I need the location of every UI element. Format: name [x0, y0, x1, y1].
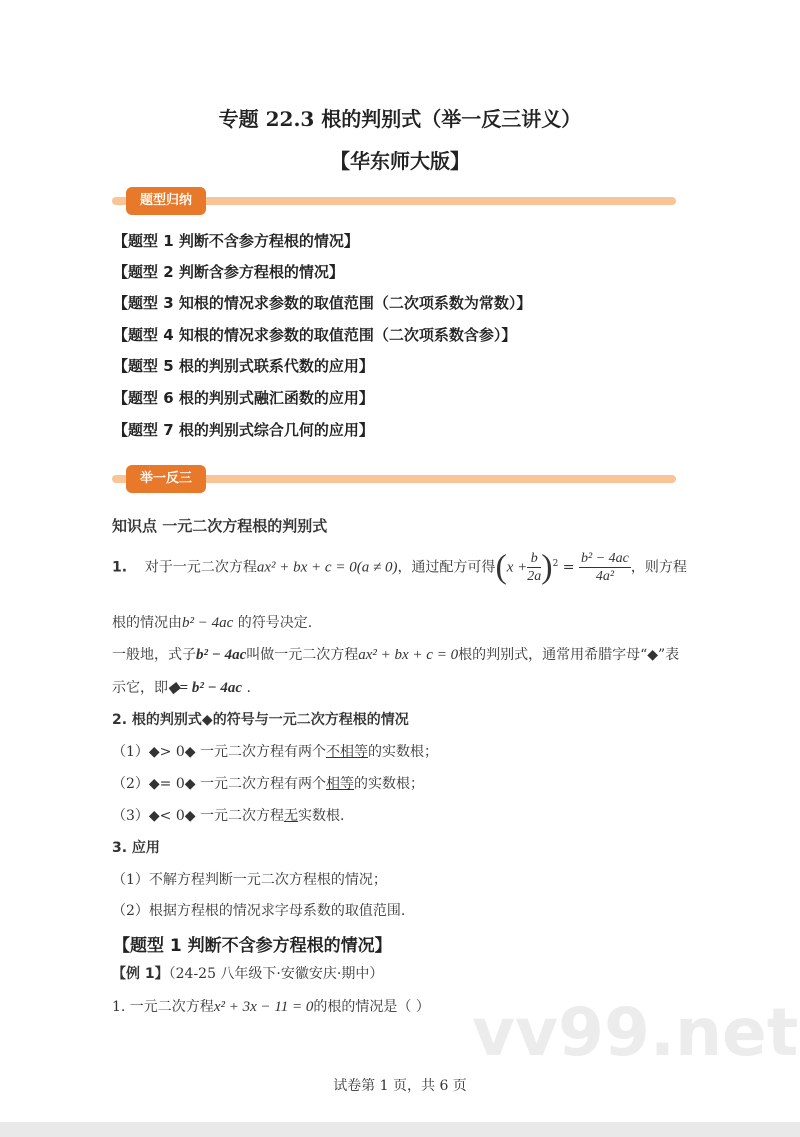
example-label: 【例 1】（24-25 八年级下·安徽安庆·期中） — [112, 966, 384, 982]
type1-heading: 【题型 1 判断不含参方程根的情况】 — [113, 936, 392, 956]
watermark: vv99.net — [472, 994, 799, 1071]
list-item: （3）◆< 0◆ 一元二次方程无实数根. — [112, 808, 345, 824]
fraction: $\frac{b}{2a}$ — [527, 551, 542, 584]
toc-item: 【题型 6 根的判别式融汇函数的应用】 — [113, 389, 374, 407]
document-subtitle: 【华东师大版】 — [330, 149, 470, 173]
list-item: （1）不解方程判断一元二次方程根的情况； — [112, 872, 387, 888]
page-gap — [0, 1122, 800, 1137]
list-item: （1）◆> 0◆ 一元二次方程有两个不相等的实数根； — [112, 744, 438, 760]
section-badge-examples: 举一反三 — [126, 465, 206, 493]
subsection-3-heading: 3. 应用 — [112, 840, 160, 856]
knowledge-para-2b: 示它，即◆= b² − 4ac . — [112, 680, 251, 696]
list-item: （2）根据方程根的情况求字母系数的取值范围. — [112, 903, 406, 919]
subsection-2-heading: 2. 根的判别式◆的符号与一元二次方程根的情况 — [112, 712, 409, 728]
knowledge-para-2: 一般地，式子b² − 4ac叫做一元二次方程ax² + bx + c = 0根的判别式，通常用希腊字母“◆”表 — [112, 647, 680, 663]
fraction: $\frac{\text{b² − 4ac}}{\text{4a²}}$ — [581, 551, 629, 584]
knowledge-para-1b: 根的情况由b² − 4ac 的符号决定. — [112, 615, 313, 631]
toc-item: 【题型 3 知根的情况求参数的取值范围（二次项系数为常数）】 — [113, 294, 532, 312]
list-item: （2）◆= 0◆ 一元二次方程有两个相等的实数根； — [112, 776, 424, 792]
document-title: 专题 22.3 根的判别式（举一反三讲义） — [218, 107, 582, 131]
knowledge-para-1: 1. 对于一元二次方程ax² + bx + c = 0(a ≠ 0)，通过配方可得(x + $\frac{b}{2a}$ )$^2$ = $\frac{\text{b² − 4ac}}{\text{4a²}}$ ，则方程 — [112, 548, 687, 586]
question-1: 1. 一元二次方程x² + 3x − 11 = 0的根的情况是（ ） — [112, 999, 430, 1015]
knowledge-heading: 知识点 一元二次方程根的判别式 — [112, 517, 328, 535]
toc-item: 【题型 7 根的判别式综合几何的应用】 — [113, 421, 374, 439]
toc-item: 【题型 5 根的判别式联系代数的应用】 — [113, 357, 374, 375]
page-footer: 试卷第 1 页，共 6 页 — [333, 1078, 467, 1094]
toc-item: 【题型 2 判断含参方程根的情况】 — [113, 263, 344, 281]
section-badge-question-types: 题型归纳 — [126, 187, 206, 215]
toc-item: 【题型 1 判断不含参方程根的情况】 — [113, 232, 359, 250]
toc-item: 【题型 4 知根的情况求参数的取值范围（二次项系数含参）】 — [113, 326, 517, 344]
